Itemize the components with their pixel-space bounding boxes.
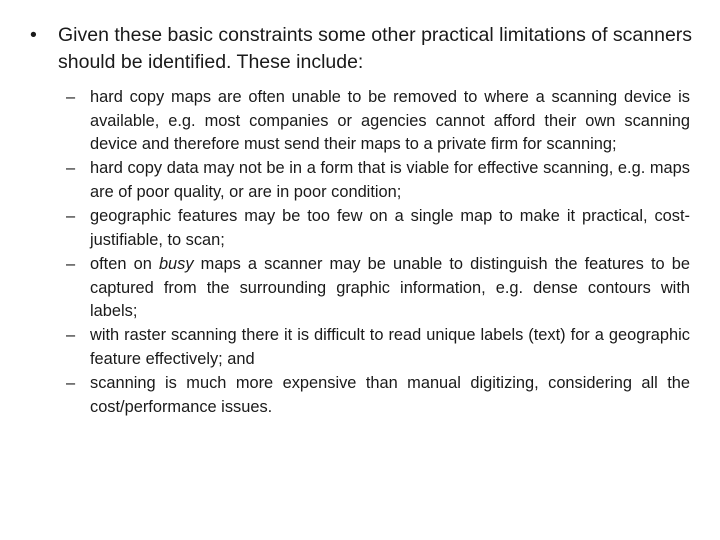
sub-bullet-text: geographic features may be too few on a single map to make it practical, cost-justifiable, to scan; <box>90 207 690 249</box>
emphasis-busy: busy <box>158 254 194 273</box>
dash-marker: – <box>66 326 76 345</box>
bullet-marker: • <box>30 24 37 46</box>
sub-bullet-text: with raster scanning there it is difficult to read unique labels (text) for a geographic feature effectively; and <box>90 326 690 368</box>
sub-bullet-item <box>66 372 690 419</box>
dash-marker: – <box>66 159 76 178</box>
dash-marker: – <box>66 374 76 393</box>
dash-marker: – <box>66 88 76 106</box>
sub-bullet-item <box>66 86 690 157</box>
dash-marker: – <box>66 254 76 273</box>
main-bullet-text: Given these basic constraints some other practical limitations of scanners should be identified. These include: <box>58 24 693 73</box>
sub-bullet-item <box>66 253 690 324</box>
main-bullet <box>30 22 694 76</box>
sub-bullet-list <box>66 86 690 420</box>
sub-bullet-item <box>66 324 690 371</box>
sub-bullet-text: hard copy data may not be in a form that is viable for effective scanning, e.g. maps are of poor quality, or are in poor condition; <box>90 159 690 201</box>
sub-bullet-text-start: often on <box>90 254 159 273</box>
sub-bullet-text-end: maps a scanner may be unable to distinguish the features to be captured from the surrounding graphic information, e.g. dense contours with labels; <box>90 254 690 321</box>
dash-marker: – <box>66 207 76 226</box>
sub-bullet-item <box>66 205 690 252</box>
sub-bullet-text: scanning is much more expensive than manual digitizing, considering all the cost/performance issues. <box>90 374 690 416</box>
sub-bullet-item <box>66 157 690 204</box>
sub-bullet-text: hard copy maps are often unable to be removed to where a scanning device is available, e.g. most companies or agencies cannot afford their own scanning device and therefore must send their maps to a private firm for scanning; <box>90 88 690 154</box>
